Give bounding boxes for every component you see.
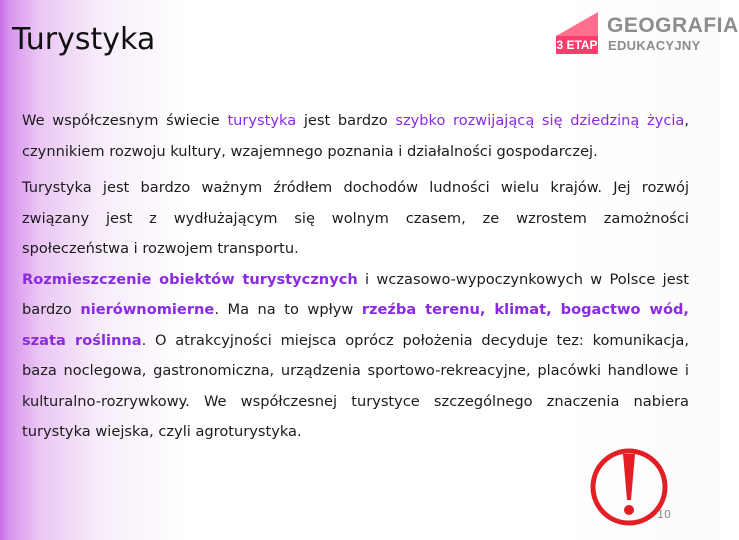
- highlighted-text: rzeźba terenu, klimat, bogactwo wód, szata roślinna: [22, 301, 689, 349]
- text-segment: . O atrakcyjności miejsca oprócz położenia decyduje tez: komunikacja, baza noclegowa, gastronomiczna, urządzenia sportowo-rekreacyjne, placówki handlowe i kulturalno-rozrywkowy. We współczesnej turystyce szczególnego znaczenia nabiera turystyka wiejska, czyli agroturystyka.: [22, 331, 689, 440]
- slide-title: Turystyka: [12, 22, 156, 57]
- text-segment: We współczesnym świecie: [22, 112, 228, 129]
- highlighted-text: turystyka: [227, 112, 297, 129]
- slide-body: [22, 106, 689, 448]
- paragraph-1: [22, 106, 689, 167]
- paragraph-2: [22, 173, 689, 265]
- highlighted-text: nierównomierne: [80, 301, 215, 318]
- text-segment: jest bardzo: [296, 112, 396, 129]
- paragraph-3: [22, 265, 689, 448]
- page-number: 10: [657, 508, 671, 521]
- highlighted-text: szybko rozwijającą się dziedziną życia: [395, 112, 685, 129]
- logo-badge-triangle: [556, 12, 598, 36]
- highlighted-text: Rozmieszczenie obiektów turystycznych: [22, 270, 358, 288]
- logo: [556, 12, 739, 58]
- logo-subtitle: EDUKACYJNY: [608, 38, 701, 53]
- text-segment: Turystyka jest bardzo ważnym źródłem dochodów ludności wielu krajów. Jej rozwój związany jest z wydłużającym się wolnym czasem, ze wzrostem zamożności społeczeństwa i rozwojem transportu.: [22, 179, 689, 257]
- logo-title: GEOGRAFIA: [607, 14, 739, 37]
- logo-badge: 3 ETAP: [556, 38, 598, 52]
- text-segment: , czynnikiem rozwoju kultury, wzajemnego poznania i działalności gospodarczej.: [22, 112, 689, 160]
- text-segment: i wczasowo-wypoczynkowych w Polsce jest bardzo: [22, 270, 689, 318]
- text-segment: . Ma na to wpływ: [214, 301, 362, 318]
